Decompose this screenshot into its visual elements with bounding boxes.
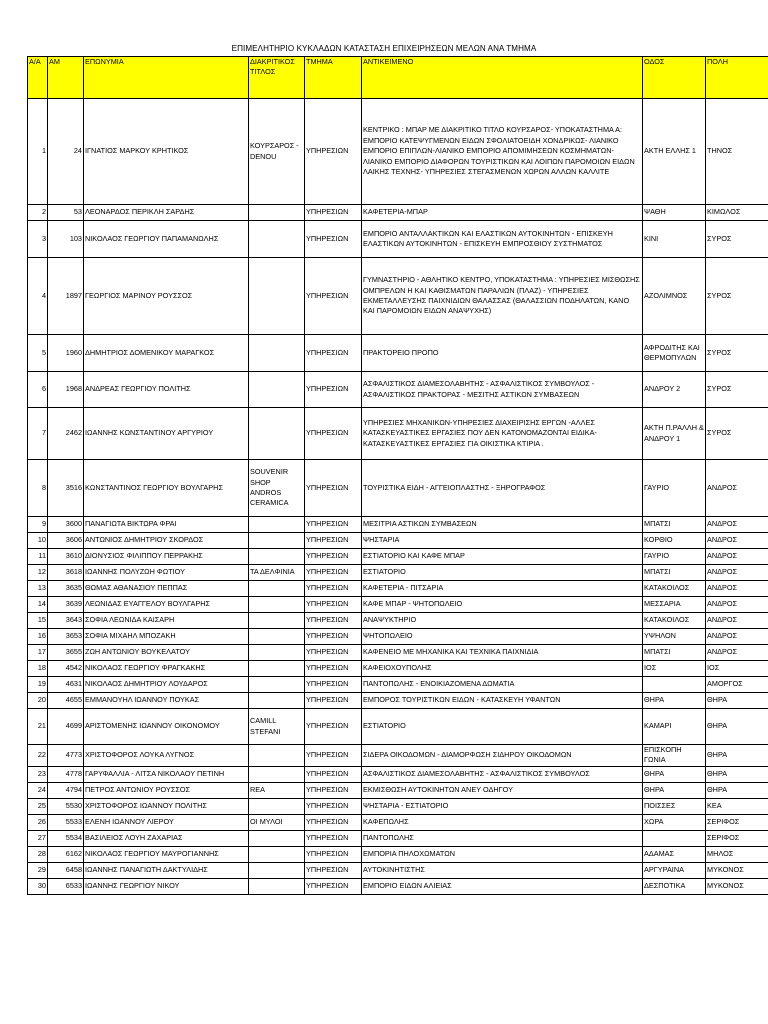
cell-object: ΕΜΠΟΡΙΑ ΠΗΛΟΧΩΜΑΤΩΝ [362, 846, 643, 862]
cell-title [249, 830, 305, 846]
cell-name: ΒΑΣΙΛΕΙΟΣ ΛΟΥΗ ΖΑΧΑΡΙΑΣ [84, 830, 249, 846]
cell-street: ΜΠΑΤΣΙ [643, 517, 706, 533]
cell-title [249, 549, 305, 565]
cell-title [249, 693, 305, 709]
cell-object: ΤΟΥΡΙΣΤΙΚΑ ΕΙΔΗ - ΑΓΓΕΙΟΠΛΑΣΤΗΣ - ΞΗΡΟΓΡΑΦΟΣ [362, 460, 643, 517]
cell-street: ΑΚΤΗ ΕΛΛΗΣ 1 [643, 99, 706, 205]
table-row [28, 661, 768, 677]
cell-section: ΥΠΗΡΕΣΙΩΝ [305, 709, 362, 745]
cell-am: 6533 [48, 878, 84, 894]
cell-name: ΓΕΩΡΓΙΟΣ ΜΑΡΙΝΟΥ ΡΟΥΣΣΟΣ [84, 258, 249, 335]
cell-object: ΕΜΠΟΡΟΣ ΤΟΥΡΙΣΤΙΚΩΝ ΕΙΔΩΝ - ΚΑΤΑΣΚΕΥΗ ΥΦΑΝΤΩΝ [362, 693, 643, 709]
cell-object: ΓΥΜΝΑΣΤΗΡΙΟ - ΑΘΛΗΤΙΚΟ ΚΕΝΤΡΟ, ΥΠΟΚΑΤΑΣΤΗΜΑ : ΥΠΗΡΕΣΙΕΣ ΜΙΣΘΩΣΗΣ ΟΜΠΡΕΛΩΝ Η ΚΑΙ ΚΑΘΙΣΜΑΤΩΝ ΠΑΡΑΛΙΩΝ (ΠΛΑΖ) - ΥΠΗΡΕΣΙΕΣ ΕΚΜΕΤΑΛΛΕΥΣΗΣ ΠΑΙΧΝΙΔΙΩΝ ΘΑΛΑΣΣΑΣ (ΘΑΛΑΣΣΙΩΝ ΠΟΔΗΛΑΤΩΝ, ΚΑΝΟ ΚΑΙ ΠΑΡΟΜΟΙΩΝ ΕΙΔΩΝ ΑΝΑΨΥΧΗΣ) [362, 258, 643, 335]
table-row [28, 798, 768, 814]
cell-title [249, 335, 305, 372]
cell-title [249, 661, 305, 677]
header-aa: Α/Α [28, 57, 48, 99]
cell-street: ΓΑΥΡΙΟ [643, 460, 706, 517]
cell-street: ΜΠΑΤΣΙ [643, 645, 706, 661]
cell-section: ΥΠΗΡΕΣΙΩΝ [305, 613, 362, 629]
table-row [28, 766, 768, 782]
cell-title [249, 258, 305, 335]
cell-city: ΑΝΔΡΟΣ [706, 517, 768, 533]
cell-am: 5530 [48, 798, 84, 814]
cell-title [249, 645, 305, 661]
cell-name: ΘΩΜΑΣ ΑΘΑΝΑΣΙΟΥ ΠΕΠΠΑΣ [84, 581, 249, 597]
header-section: ΤΜΗΜΑ [305, 57, 362, 99]
cell-street: ΑΖΟΛΙΜΝΟΣ [643, 258, 706, 335]
cell-object: ΕΚΜΙΣΘΩΣΗ ΑΥΤΟΚΙΝΗΤΩΝ ΑΝΕΥ ΟΔΗΓΟΥ [362, 782, 643, 798]
cell-am: 3516 [48, 460, 84, 517]
cell-am: 5533 [48, 814, 84, 830]
cell-name: ΙΩΑΝΝΗΣ ΠΟΛΥΖΩΗ ΦΩΤΙΟΥ [84, 565, 249, 581]
cell-title: ΤΑ ΔΕΛΦΙΝΙΑ [249, 565, 305, 581]
cell-street [643, 677, 706, 693]
cell-city: ΚΕΑ [706, 798, 768, 814]
cell-section: ΥΠΗΡΕΣΙΩΝ [305, 693, 362, 709]
cell-title [249, 766, 305, 782]
cell-am: 103 [48, 221, 84, 258]
cell-aa: 20 [28, 693, 48, 709]
cell-am: 53 [48, 205, 84, 221]
table-row [28, 372, 768, 408]
cell-city: ΤΗΝΟΣ [706, 99, 768, 205]
cell-name: ΑΝΔΡΕΑΣ ΓΕΩΡΓΙΟΥ ΠΟΛΙΤΗΣ [84, 372, 249, 408]
cell-aa: 21 [28, 709, 48, 745]
cell-section: ΥΠΗΡΕΣΙΩΝ [305, 335, 362, 372]
cell-city: ΑΝΔΡΟΣ [706, 645, 768, 661]
table-row [28, 814, 768, 830]
cell-name: ΚΩΝΣΤΑΝΤΙΝΟΣ ΓΕΩΡΓΙΟΥ ΒΟΥΛΓΑΡΗΣ [84, 460, 249, 517]
cell-section: ΥΠΗΡΕΣΙΩΝ [305, 782, 362, 798]
cell-am: 1897 [48, 258, 84, 335]
cell-street: ΠΟΙΣΣΕΣ [643, 798, 706, 814]
table-row [28, 549, 768, 565]
cell-am: 4631 [48, 677, 84, 693]
cell-city: ΑΝΔΡΟΣ [706, 460, 768, 517]
cell-name: ΠΑΝΑΓΙΩΤΑ ΒΙΚΤΩΡΑ ΦΡΑΙ [84, 517, 249, 533]
cell-object: ΚΑΦΕ ΜΠΑΡ - ΨΗΤΟΠΩΛΕΙΟ [362, 597, 643, 613]
cell-city: ΣΕΡΙΦΟΣ [706, 814, 768, 830]
cell-object: ΨΗΣΤΑΡΙΑ - ΕΣΤΙΑΤΟΡΙΟ [362, 798, 643, 814]
cell-object: ΑΝΑΨΥΚΤΗΡΙΟ [362, 613, 643, 629]
table-row [28, 782, 768, 798]
cell-aa: 28 [28, 846, 48, 862]
cell-title [249, 533, 305, 549]
cell-object: ΚΑΦΕΤΕΡΙΑ - ΠΙΤΣΑΡΙΑ [362, 581, 643, 597]
table-row [28, 533, 768, 549]
cell-street: ΑΡΓΥΡΑΙΝΑ [643, 862, 706, 878]
cell-aa: 9 [28, 517, 48, 533]
cell-am: 4699 [48, 709, 84, 745]
cell-section: ΥΠΗΡΕΣΙΩΝ [305, 846, 362, 862]
cell-city: ΜΗΛΟΣ [706, 846, 768, 862]
cell-street: ΥΨΗΛΟΝ [643, 629, 706, 645]
cell-section: ΥΠΗΡΕΣΙΩΝ [305, 814, 362, 830]
cell-title: ΚΟΥΡΣΑΡΟΣ - DENOU [249, 99, 305, 205]
table-row [28, 517, 768, 533]
cell-street: ΑΚΤΗ Π.ΡΑΛΛΗ & ΑΝΔΡΟΥ 1 [643, 408, 706, 460]
cell-street: ΓΑΥΡΙΟ [643, 549, 706, 565]
cell-aa: 2 [28, 205, 48, 221]
cell-city: ΣΥΡΟΣ [706, 258, 768, 335]
cell-street: ΚΑΤΑΚΟΙΛΟΣ [643, 613, 706, 629]
cell-city: ΣΕΡΙΦΟΣ [706, 830, 768, 846]
cell-am: 5534 [48, 830, 84, 846]
cell-name: ΧΡΙΣΤΟΦΟΡΟΣ ΛΟΥΚΑ ΛΥΓΝΟΣ [84, 745, 249, 767]
cell-section: ΥΠΗΡΕΣΙΩΝ [305, 565, 362, 581]
cell-name: ΙΩΑΝΝΗΣ ΓΕΩΡΓΙΟΥ ΝΙΚΟΥ [84, 878, 249, 894]
cell-am: 4773 [48, 745, 84, 767]
cell-aa: 17 [28, 645, 48, 661]
cell-am: 3639 [48, 597, 84, 613]
table-row [28, 258, 768, 335]
cell-aa: 24 [28, 782, 48, 798]
cell-section: ΥΠΗΡΕΣΙΩΝ [305, 629, 362, 645]
cell-aa: 18 [28, 661, 48, 677]
table-row [28, 629, 768, 645]
cell-city: ΑΝΔΡΟΣ [706, 533, 768, 549]
cell-object: ΕΣΤΙΑΤΟΡΙΟ [362, 565, 643, 581]
cell-section: ΥΠΗΡΕΣΙΩΝ [305, 258, 362, 335]
table-row [28, 597, 768, 613]
cell-name: ΛΕΩΝΙΔΑΣ ΕΥΑΓΓΕΛΟΥ ΒΟΥΛΓΑΡΗΣ [84, 597, 249, 613]
cell-name: ΖΩΗ ΑΝΤΩΝΙΟΥ ΒΟΥΚΕΛΑΤΟΥ [84, 645, 249, 661]
cell-name: ΠΕΤΡΟΣ ΑΝΤΩΝΙΟΥ ΡΟΥΣΣΟΣ [84, 782, 249, 798]
cell-am: 4542 [48, 661, 84, 677]
cell-street: ΜΕΣΣΑΡΙΑ [643, 597, 706, 613]
cell-object: ΑΣΦΑΛΙΣΤΙΚΟΣ ΔΙΑΜΕΣΟΛΑΒΗΤΗΣ - ΑΣΦΑΛΙΣΤΙΚΟΣ ΣΥΜΒΟΥΛΟΣ - ΑΣΦΑΛΙΣΤΙΚΟΣ ΠΡΑΚΤΟΡΑΣ - ΜΕΣΙΤΗΣ ΑΣΤΙΚΩΝ ΣΥΜΒΑΣΕΩΝ [362, 372, 643, 408]
cell-object: ΚΕΝΤΡΙΚΟ : ΜΠΑΡ ΜΕ ΔΙΑΚΡΙΤΙΚΟ ΤΙΤΛΟ ΚΟΥΡΣΑΡΟΣ- ΥΠΟΚΑΤΑΣΤΗΜΑ Α: ΕΜΠΟΡΙΟ ΚΑΤΕΨΥΓΜΕΝΩΝ ΕΙΔΩΝ ΣΦΟΛΙΑΤΟΕΙΔΗ ΧΟΝΔΡΙΚΩΣ- ΛΙΑΝΙΚΟ ΕΜΠΟΡΙΟ ΕΠΙΠΛΩΝ-ΛΙΑΝΙΚΟ ΕΜΠΟΡΙΟ ΑΠΟΜΙΜΗΣΕΩΝ ΚΟΣΜΗΜΑΤΩΝ- ΛΙΑΝΙΚΟ ΕΜΠΟΡΙΟ ΔΙΑΦΟΡΩΝ ΤΟΥΡΙΣΤΙΚΩΝ ΚΑΙ ΛΟΙΠΩΝ ΠΑΡΟΜΟΙΩΝ ΕΙΔΩΝ ΛΑΙΚΗΣ ΤΕΧΝΗΣ- ΥΠΗΡΕΣΙΕΣ ΣΤΕΓΑΣΜΕΝΩΝ ΧΩΡΩΝ ΑΛΛΩΝ ΚΑΛΛΙΤΕ [362, 99, 643, 205]
cell-aa: 30 [28, 878, 48, 894]
cell-section: ΥΠΗΡΕΣΙΩΝ [305, 862, 362, 878]
cell-section: ΥΠΗΡΕΣΙΩΝ [305, 549, 362, 565]
header-object: ΑΝΤΙΚΕΙΜΕΝΟ [362, 57, 643, 99]
cell-city: ΑΝΔΡΟΣ [706, 549, 768, 565]
cell-aa: 23 [28, 766, 48, 782]
cell-object: ΜΕΣΙΤΡΙΑ ΑΣΤΙΚΩΝ ΣΥΜΒΑΣΕΩΝ [362, 517, 643, 533]
table-row [28, 846, 768, 862]
cell-title: ΟΙ ΜΥΛΟΙ [249, 814, 305, 830]
table-row [28, 221, 768, 258]
cell-street: ΘΗΡΑ [643, 693, 706, 709]
cell-name: ΧΡΙΣΤΟΦΟΡΟΣ ΙΩΑΝΝΟΥ ΠΟΛΙΤΗΣ [84, 798, 249, 814]
cell-object: ΚΑΦΕΠΩΛΗΣ [362, 814, 643, 830]
cell-title: SOUVENIR SHOP ANDROS CERAMICA [249, 460, 305, 517]
cell-object: ΣΙΔΕΡΑ ΟΙΚΟΔΟΜΩΝ - ΔΙΑΜΟΡΦΩΣΗ ΣΙΔΗΡΟΥ ΟΙΚΟΔΟΜΩΝ [362, 745, 643, 767]
cell-aa: 7 [28, 408, 48, 460]
cell-section: ΥΠΗΡΕΣΙΩΝ [305, 221, 362, 258]
cell-section: ΥΠΗΡΕΣΙΩΝ [305, 533, 362, 549]
cell-section: ΥΠΗΡΕΣΙΩΝ [305, 408, 362, 460]
cell-street: ΙΟΣ [643, 661, 706, 677]
cell-object: ΕΣΤΙΑΤΟΡΙΟ ΚΑΙ ΚΑΦΕ ΜΠΑΡ [362, 549, 643, 565]
table-row [28, 581, 768, 597]
cell-section: ΥΠΗΡΕΣΙΩΝ [305, 677, 362, 693]
cell-city: ΜΥΚΟΝΟΣ [706, 862, 768, 878]
cell-object: ΨΗΣΤΑΡΙΑ [362, 533, 643, 549]
cell-aa: 13 [28, 581, 48, 597]
cell-city: ΘΗΡΑ [706, 745, 768, 767]
cell-name: ΝΙΚΟΛΑΟΣ ΓΕΩΡΓΙΟΥ ΠΑΠΑΜΑΝΩΛΗΣ [84, 221, 249, 258]
table-row [28, 745, 768, 767]
cell-am: 6458 [48, 862, 84, 878]
cell-street [643, 830, 706, 846]
cell-title [249, 629, 305, 645]
cell-title [249, 613, 305, 629]
cell-am: 3618 [48, 565, 84, 581]
cell-name: ΑΝΤΩΝΙΟΣ ΔΗΜΗΤΡΙΟΥ ΣΚΟΡΔΟΣ [84, 533, 249, 549]
cell-am: 3610 [48, 549, 84, 565]
cell-section: ΥΠΗΡΕΣΙΩΝ [305, 798, 362, 814]
cell-street: ΚΙΝΙ [643, 221, 706, 258]
cell-title [249, 846, 305, 862]
cell-city: ΑΝΔΡΟΣ [706, 565, 768, 581]
cell-section: ΥΠΗΡΕΣΙΩΝ [305, 745, 362, 767]
cell-name: ΕΜΜΑΝΟΥΗΛ ΙΩΑΝΝΟΥ ΠΟΥΚΑΣ [84, 693, 249, 709]
cell-am: 4655 [48, 693, 84, 709]
cell-object: ΥΠΗΡΕΣΙΕΣ ΜΗΧΑΝΙΚΩΝ-ΥΠΗΡΕΣΙΕΣ ΔΙΑΧΕΙΡΙΣΗΣ ΕΡΓΩΝ -ΑΛΛΕΣ ΚΑΤΑΣΚΕΥΑΣΤΙΚΕΣ ΕΡΓΑΣΙΕΣ ΠΟΥ ΔΕΝ ΚΑΤΟΝΟΜΑΖΟΝΤΑΙ ΕΙΔΙΚΑ-ΚΑΤΑΣΚΕΥΑΣΤΙΚΕΣ ΕΡΓΑΣΙΕΣ ΓΙΑ ΟΙΚΙΣΤΙΚΑ ΚΤΙΡΙΑ . [362, 408, 643, 460]
cell-object: ΕΜΠΟΡΙΟ ΑΝΤΑΛΛΑΚΤΙΚΩΝ ΚΑΙ ΕΛΑΣΤΙΚΩΝ ΑΥΤΟΚΙΝΗΤΩΝ - ΕΠΙΣΚΕΥΗ ΕΛΑΣΤΙΚΩΝ ΑΥΤΟΚΙΝΗΤΩΝ - ΕΠΙΣΚΕΥΗ ΕΜΠΡΟΣΘΙΟΥ ΣΥΣΤΗΜΑΤΟΣ [362, 221, 643, 258]
header-row [28, 57, 768, 99]
cell-title [249, 597, 305, 613]
cell-am: 1968 [48, 372, 84, 408]
cell-am: 6162 [48, 846, 84, 862]
table-row [28, 677, 768, 693]
cell-am: 3606 [48, 533, 84, 549]
cell-object: ΚΑΦΕΙΟΧΟΥΠΟΛΗΣ [362, 661, 643, 677]
cell-city: ΣΥΡΟΣ [706, 372, 768, 408]
cell-aa: 15 [28, 613, 48, 629]
table-row [28, 565, 768, 581]
cell-section: ΥΠΗΡΕΣΙΩΝ [305, 766, 362, 782]
header-am: ΑΜ [48, 57, 84, 99]
cell-street: ΘΗΡΑ [643, 766, 706, 782]
cell-object: ΠΡΑΚΤΟΡΕΙΟ ΠΡΟΠΟ [362, 335, 643, 372]
cell-aa: 22 [28, 745, 48, 767]
cell-section: ΥΠΗΡΕΣΙΩΝ [305, 517, 362, 533]
cell-am: 3653 [48, 629, 84, 645]
cell-object: ΠΑΝΤΟΠΩΛΗΣ - ΕΝΟΙΚΙΑΖΟΜΕΝΑ ΔΩΜΑΤΙΑ [362, 677, 643, 693]
cell-name: ΕΛΕΝΗ ΙΩΑΝΝΟΥ ΛΙΕΡΟΥ [84, 814, 249, 830]
cell-aa: 25 [28, 798, 48, 814]
cell-title [249, 517, 305, 533]
cell-city: ΑΝΔΡΟΣ [706, 613, 768, 629]
cell-section: ΥΠΗΡΕΣΙΩΝ [305, 597, 362, 613]
cell-name: ΙΓΝΑΤΙΟΣ ΜΑΡΚΟΥ ΚΡΗΤΙΚΟΣ [84, 99, 249, 205]
cell-object: ΑΣΦΑΛΙΣΤΙΚΟΣ ΔΙΑΜΕΣΟΛΑΒΗΤΗΣ - ΑΣΦΑΛΙΣΤΙΚΟΣ ΣΥΜΒΟΥΛΟΣ [362, 766, 643, 782]
cell-name: ΑΡΙΣΤΟΜΕΝΗΣ ΙΩΑΝΝΟΥ ΟΙΚΟΝΟΜΟΥ [84, 709, 249, 745]
cell-aa: 10 [28, 533, 48, 549]
table-row [28, 408, 768, 460]
cell-title [249, 862, 305, 878]
cell-title [249, 205, 305, 221]
cell-section: ΥΠΗΡΕΣΙΩΝ [305, 645, 362, 661]
cell-title [249, 221, 305, 258]
cell-city: ΣΥΡΟΣ [706, 335, 768, 372]
header-title: ΔΙΑΚΡΙΤΙΚΟΣ ΤΙΤΛΟΣ [249, 57, 305, 99]
cell-street: ΔΕΣΠΟΤΙΚΑ [643, 878, 706, 894]
cell-aa: 4 [28, 258, 48, 335]
cell-city: ΘΗΡΑ [706, 693, 768, 709]
cell-object: ΚΑΦΕΤΕΡΙΑ-ΜΠΑΡ [362, 205, 643, 221]
cell-city: ΑΜΟΡΓΟΣ [706, 677, 768, 693]
cell-city: ΘΗΡΑ [706, 766, 768, 782]
cell-am: 2462 [48, 408, 84, 460]
table-row [28, 99, 768, 205]
cell-aa: 14 [28, 597, 48, 613]
cell-name: ΛΕΟΝΑΡΔΟΣ ΠΕΡΙΚΛΗ ΣΑΡΔΗΣ [84, 205, 249, 221]
cell-title [249, 581, 305, 597]
cell-city: ΘΗΡΑ [706, 709, 768, 745]
cell-am: 4794 [48, 782, 84, 798]
table-row [28, 460, 768, 517]
cell-name: ΓΑΡΥΦΑΛΛΙΑ - ΛΙΤΣΑ ΝΙΚΟΛΑΟΥ ΠΕΤΙΝΗ [84, 766, 249, 782]
cell-object: ΨΗΤΟΠΩΛΕΙΟ [362, 629, 643, 645]
table-row [28, 693, 768, 709]
cell-street: ΨΑΘΗ [643, 205, 706, 221]
cell-city: ΘΗΡΑ [706, 782, 768, 798]
cell-street: ΜΠΑΤΣΙ [643, 565, 706, 581]
cell-section: ΥΠΗΡΕΣΙΩΝ [305, 830, 362, 846]
cell-object: ΕΜΠΟΡΙΟ ΕΙΔΩΝ ΑΛΙΕΙΑΣ [362, 878, 643, 894]
cell-city: ΣΥΡΟΣ [706, 221, 768, 258]
table-row [28, 862, 768, 878]
cell-section: ΥΠΗΡΕΣΙΩΝ [305, 878, 362, 894]
cell-section: ΥΠΗΡΕΣΙΩΝ [305, 460, 362, 517]
table-row [28, 613, 768, 629]
table-row [28, 205, 768, 221]
cell-city: ΚΙΜΩΛΟΣ [706, 205, 768, 221]
cell-section: ΥΠΗΡΕΣΙΩΝ [305, 581, 362, 597]
cell-object: ΑΥΤΟΚΙΝΗΤΙΣΤΗΣ [362, 862, 643, 878]
cell-am: 24 [48, 99, 84, 205]
cell-title [249, 878, 305, 894]
cell-name: ΝΙΚΟΛΑΟΣ ΓΕΩΡΓΙΟΥ ΦΡΑΓΚΑΚΗΣ [84, 661, 249, 677]
cell-name: ΙΩΑΝΝΗΣ ΚΩΝΣΤΑΝΤΙΝΟΥ ΑΡΓΥΡΙΟΥ [84, 408, 249, 460]
cell-street: ΘΗΡΑ [643, 782, 706, 798]
header-name: ΕΠΩΝΥΜΙΑ [84, 57, 249, 99]
cell-section: ΥΠΗΡΕΣΙΩΝ [305, 372, 362, 408]
cell-title [249, 677, 305, 693]
cell-am: 3643 [48, 613, 84, 629]
cell-name: ΣΟΦΙΑ ΛΕΩΝΙΔΑ ΚΑΙΣΑΡΗ [84, 613, 249, 629]
cell-am: 3655 [48, 645, 84, 661]
table-row [28, 878, 768, 894]
cell-title [249, 745, 305, 767]
table-row [28, 335, 768, 372]
cell-section: ΥΠΗΡΕΣΙΩΝ [305, 661, 362, 677]
table-row [28, 830, 768, 846]
members-table [27, 56, 768, 895]
table-row [28, 645, 768, 661]
cell-aa: 26 [28, 814, 48, 830]
cell-object: ΠΑΝΤΟΠΩΛΗΣ [362, 830, 643, 846]
cell-am: 3635 [48, 581, 84, 597]
cell-am: 4778 [48, 766, 84, 782]
cell-city: ΜΥΚΟΝΟΣ [706, 878, 768, 894]
cell-street: ΧΩΡΑ [643, 814, 706, 830]
cell-street: ΑΔΑΜΑΣ [643, 846, 706, 862]
cell-name: ΔΗΜΗΤΡΙΟΣ ΔΟΜΕΝΙΚΟΥ ΜΑΡΑΓΚΟΣ [84, 335, 249, 372]
cell-aa: 16 [28, 629, 48, 645]
cell-title [249, 372, 305, 408]
cell-title [249, 798, 305, 814]
cell-am: 3600 [48, 517, 84, 533]
cell-aa: 19 [28, 677, 48, 693]
cell-aa: 6 [28, 372, 48, 408]
cell-title [249, 408, 305, 460]
cell-name: ΣΟΦΙΑ ΜΙΧΑΗΛ ΜΠΟΖΑΚΗ [84, 629, 249, 645]
cell-name: ΝΙΚΟΛΑΟΣ ΔΗΜΗΤΡΙΟΥ ΛΟΥΔΑΡΟΣ [84, 677, 249, 693]
cell-aa: 29 [28, 862, 48, 878]
table-row [28, 709, 768, 745]
cell-aa: 12 [28, 565, 48, 581]
cell-aa: 1 [28, 99, 48, 205]
cell-name: ΝΙΚΟΛΑΟΣ ΓΕΩΡΓΙΟΥ ΜΑΥΡΟΓΙΑΝΝΗΣ [84, 846, 249, 862]
cell-city: ΑΝΔΡΟΣ [706, 597, 768, 613]
document-title: ΕΠΙΜΕΛΗΤΗΡΙΟ ΚΥΚΛΑΔΩΝ ΚΑΤΑΣΤΑΣΗ ΕΠΙΧΕΙΡΗΣΕΩΝ ΜΕΛΩΝ ΑΝΑ ΤΜΗΜΑ [231, 43, 537, 53]
cell-street: ΚΑΤΑΚΟΙΛΟΣ [643, 581, 706, 597]
header-city: ΠΟΛΗ [706, 57, 768, 99]
cell-name: ΙΩΑΝΝΗΣ ΠΑΝΑΓΙΩΤΗ ΔΑΚΤΥΛΙΔΗΣ [84, 862, 249, 878]
cell-street: ΚΑΜΑΡΙ [643, 709, 706, 745]
cell-city: ΙΟΣ [706, 661, 768, 677]
cell-aa: 5 [28, 335, 48, 372]
cell-name: ΔΙΟΝΥΣΙΟΣ ΦΙΛΙΠΠΟΥ ΠΕΡΡΑΚΗΣ [84, 549, 249, 565]
cell-title: REA [249, 782, 305, 798]
cell-city: ΑΝΔΡΟΣ [706, 581, 768, 597]
header-street: ΟΔΟΣ [643, 57, 706, 99]
cell-street: ΕΠΙΣΚΟΠΗ ΓΩΝΙΑ [643, 745, 706, 767]
cell-city: ΑΝΔΡΟΣ [706, 629, 768, 645]
cell-street: ΑΝΔΡΟΥ 2 [643, 372, 706, 408]
cell-title: CAMILL STEFANI [249, 709, 305, 745]
cell-aa: 27 [28, 830, 48, 846]
cell-object: ΚΑΦΕΝΕΙΟ ΜΕ ΜΗΧΑΝΙΚΑ ΚΑΙ ΤΕΧΝΙΚΑ ΠΑΙΧΝΙΔΙΑ [362, 645, 643, 661]
cell-object: ΕΣΤΙΑΤΟΡΙΟ [362, 709, 643, 745]
cell-street: ΚΟΡΘΙΟ [643, 533, 706, 549]
cell-aa: 3 [28, 221, 48, 258]
cell-section: ΥΠΗΡΕΣΙΩΝ [305, 205, 362, 221]
cell-aa: 11 [28, 549, 48, 565]
cell-am: 1960 [48, 335, 84, 372]
cell-city: ΣΥΡΟΣ [706, 408, 768, 460]
cell-section: ΥΠΗΡΕΣΙΩΝ [305, 99, 362, 205]
cell-street: ΑΦΡΟΔΙΤΗΣ ΚΑΙ ΘΕΡΜΟΠΥΛΩΝ [643, 335, 706, 372]
cell-aa: 8 [28, 460, 48, 517]
